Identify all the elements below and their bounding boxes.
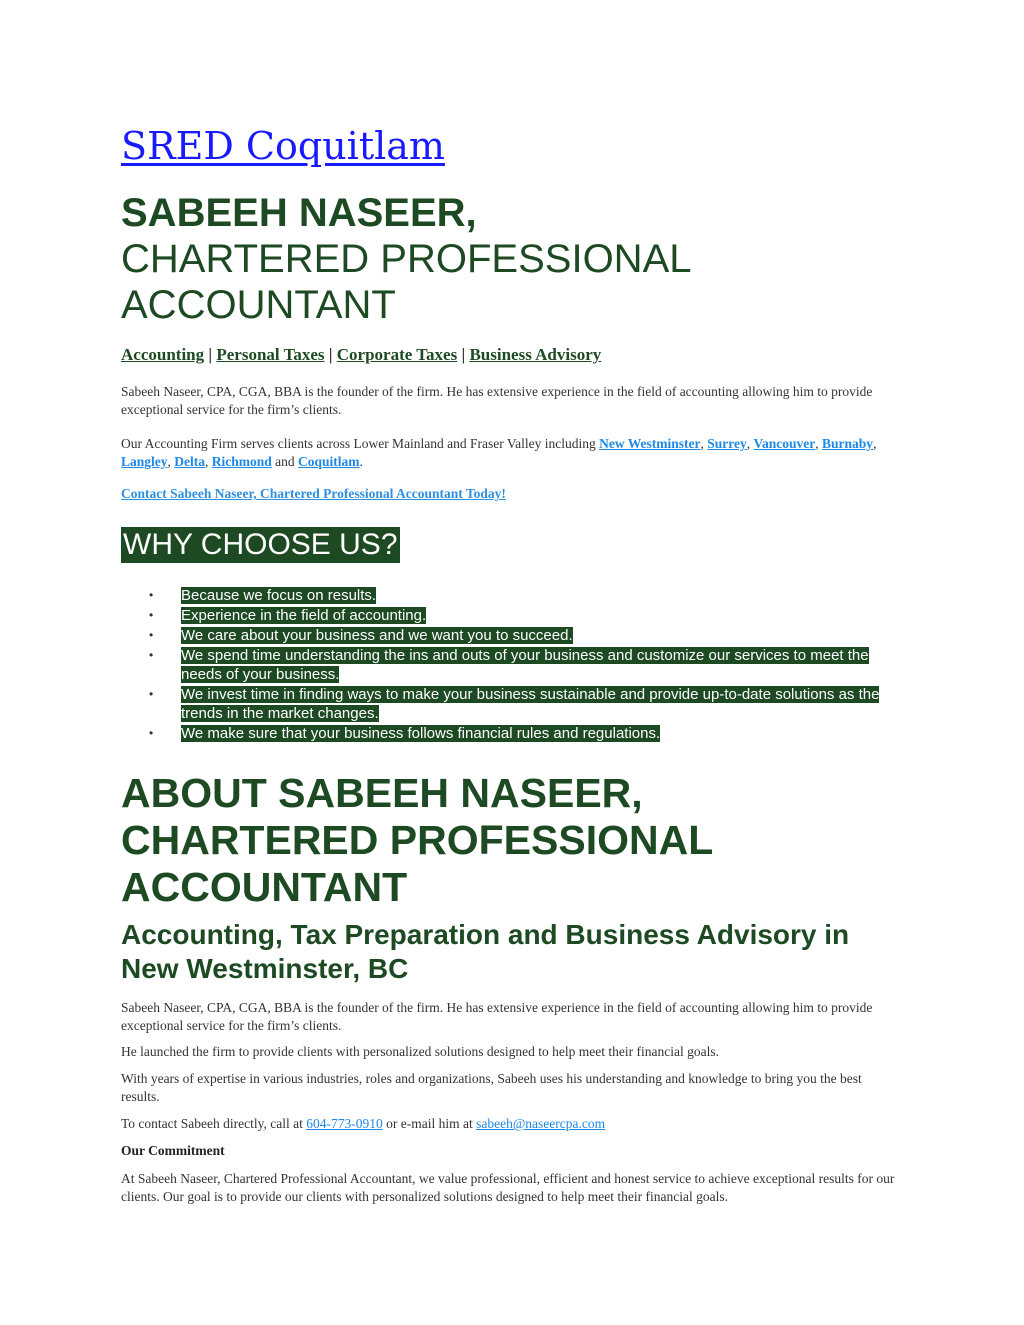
list-item (121, 606, 901, 625)
intro-paragraph: Sabeeh Naseer, CPA, CGA, BBA is the founder of the firm. He has extensive experience in the field of accounting allowing him to provide exceptional service for the firm’s clients. (121, 384, 873, 417)
contact-paragraph (121, 1115, 901, 1133)
header-title-line-3: ACCOUNTANT (121, 283, 396, 327)
about-subheading: Accounting, Tax Preparation and Business Advisory in New Westminster, BC (121, 919, 850, 984)
service-link-business-advisory[interactable]: Business Advisory (469, 345, 602, 364)
city-link-new-westminster[interactable]: New Westminster (599, 436, 701, 451)
and-word: and (271, 454, 299, 469)
header-name: SABEEH NASEER, (121, 191, 477, 235)
separator: | (328, 345, 333, 364)
separator: | (461, 345, 466, 364)
bullet-icon: • (149, 726, 154, 740)
header-title-line-2: CHARTERED PROFESSIONAL (121, 237, 692, 281)
bullet-icon: • (149, 628, 154, 642)
bullet-icon: • (149, 588, 154, 602)
list-item (121, 724, 901, 743)
contact-lead-text: To contact Sabeeh directly, call at (121, 1116, 307, 1131)
city-link-burnaby[interactable]: Burnaby (822, 436, 874, 451)
bullet-icon: • (149, 648, 154, 662)
city-link-langley[interactable]: Langley (121, 454, 168, 469)
city-link-coquitlam[interactable]: Coquitlam (298, 454, 360, 469)
city-link-delta[interactable]: Delta (174, 454, 206, 469)
list-item-text: We spend time understanding the ins and outs of your business and customize our services to meet the needs of your business. (181, 647, 869, 683)
comma: , (815, 436, 823, 451)
about-heading-line-3: ACCOUNTANT (121, 864, 408, 910)
about-heading (121, 770, 713, 911)
phone-link[interactable]: 604-773-0910 (306, 1116, 383, 1131)
services-nav (121, 344, 601, 366)
bullet-icon: • (149, 687, 154, 701)
service-link-personal-taxes[interactable]: Personal Taxes (216, 345, 325, 364)
sred-coquitlam-title-link[interactable]: SRED Coquitlam (121, 124, 445, 168)
period: . (359, 454, 363, 469)
about-paragraph-2: He launched the firm to provide clients with personalized solutions designed to help meet their financial goals. (121, 1044, 719, 1059)
service-link-corporate-taxes[interactable]: Corporate Taxes (336, 345, 458, 364)
about-heading-line-1: ABOUT SABEEH NASEER, (121, 770, 643, 816)
list-item (121, 586, 901, 605)
list-item (121, 646, 901, 684)
commitment-heading: Our Commitment (121, 1143, 225, 1158)
list-item-text: We invest time in finding ways to make your business sustainable and provide up-to-date solutions as the trends in the market changes. (181, 686, 880, 722)
separator: | (208, 345, 213, 364)
comma: , (205, 454, 212, 469)
city-link-richmond[interactable]: Richmond (211, 454, 272, 469)
about-paragraph-3: With years of expertise in various industries, roles and organizations, Sabeeh uses his understanding and knowledge to bring you the best results. (121, 1071, 862, 1104)
why-choose-us-heading: WHY CHOOSE US? (123, 528, 398, 561)
contact-mid-text: or e-mail him at (382, 1116, 477, 1131)
comma: , (700, 436, 708, 451)
service-link-accounting[interactable]: Accounting (121, 345, 205, 364)
contact-today-link[interactable]: Contact Sabeeh Naseer, Chartered Professional Accountant Today! (121, 486, 506, 501)
service-areas-lead: Our Accounting Firm serves clients across Lower Mainland and Fraser Valley including (121, 436, 600, 451)
list-item (121, 626, 901, 645)
about-heading-line-2: CHARTERED PROFESSIONAL (121, 817, 714, 863)
city-link-vancouver[interactable]: Vancouver (753, 436, 816, 451)
comma: , (746, 436, 754, 451)
list-item (121, 685, 901, 723)
commitment-paragraph: At Sabeeh Naseer, Chartered Professional Accountant, we value professional, efficient and honest service to achieve exceptional results for our clients. Our goal is to provide our clients with personalized solutions designed to help meet their financial goals. (121, 1171, 895, 1204)
list-item-text: We care about your business and we want you to succeed. (181, 627, 573, 644)
comma: , (873, 436, 877, 451)
why-choose-us-list (121, 586, 901, 744)
city-link-surrey[interactable]: Surrey (707, 436, 747, 451)
about-paragraph-1: Sabeeh Naseer, CPA, CGA, BBA is the founder of the firm. He has extensive experience in the field of accounting allowing him to provide exceptional service for the firm’s clients. (121, 1000, 873, 1033)
list-item-text: Because we focus on results. (181, 587, 377, 604)
list-item-text: We make sure that your business follows financial rules and regulations. (181, 725, 661, 742)
service-areas-paragraph (121, 435, 901, 471)
list-item-text: Experience in the field of accounting. (181, 607, 427, 624)
bullet-icon: • (149, 608, 154, 622)
email-link[interactable]: sabeeh@naseercpa.com (476, 1116, 606, 1131)
comma: , (167, 454, 175, 469)
